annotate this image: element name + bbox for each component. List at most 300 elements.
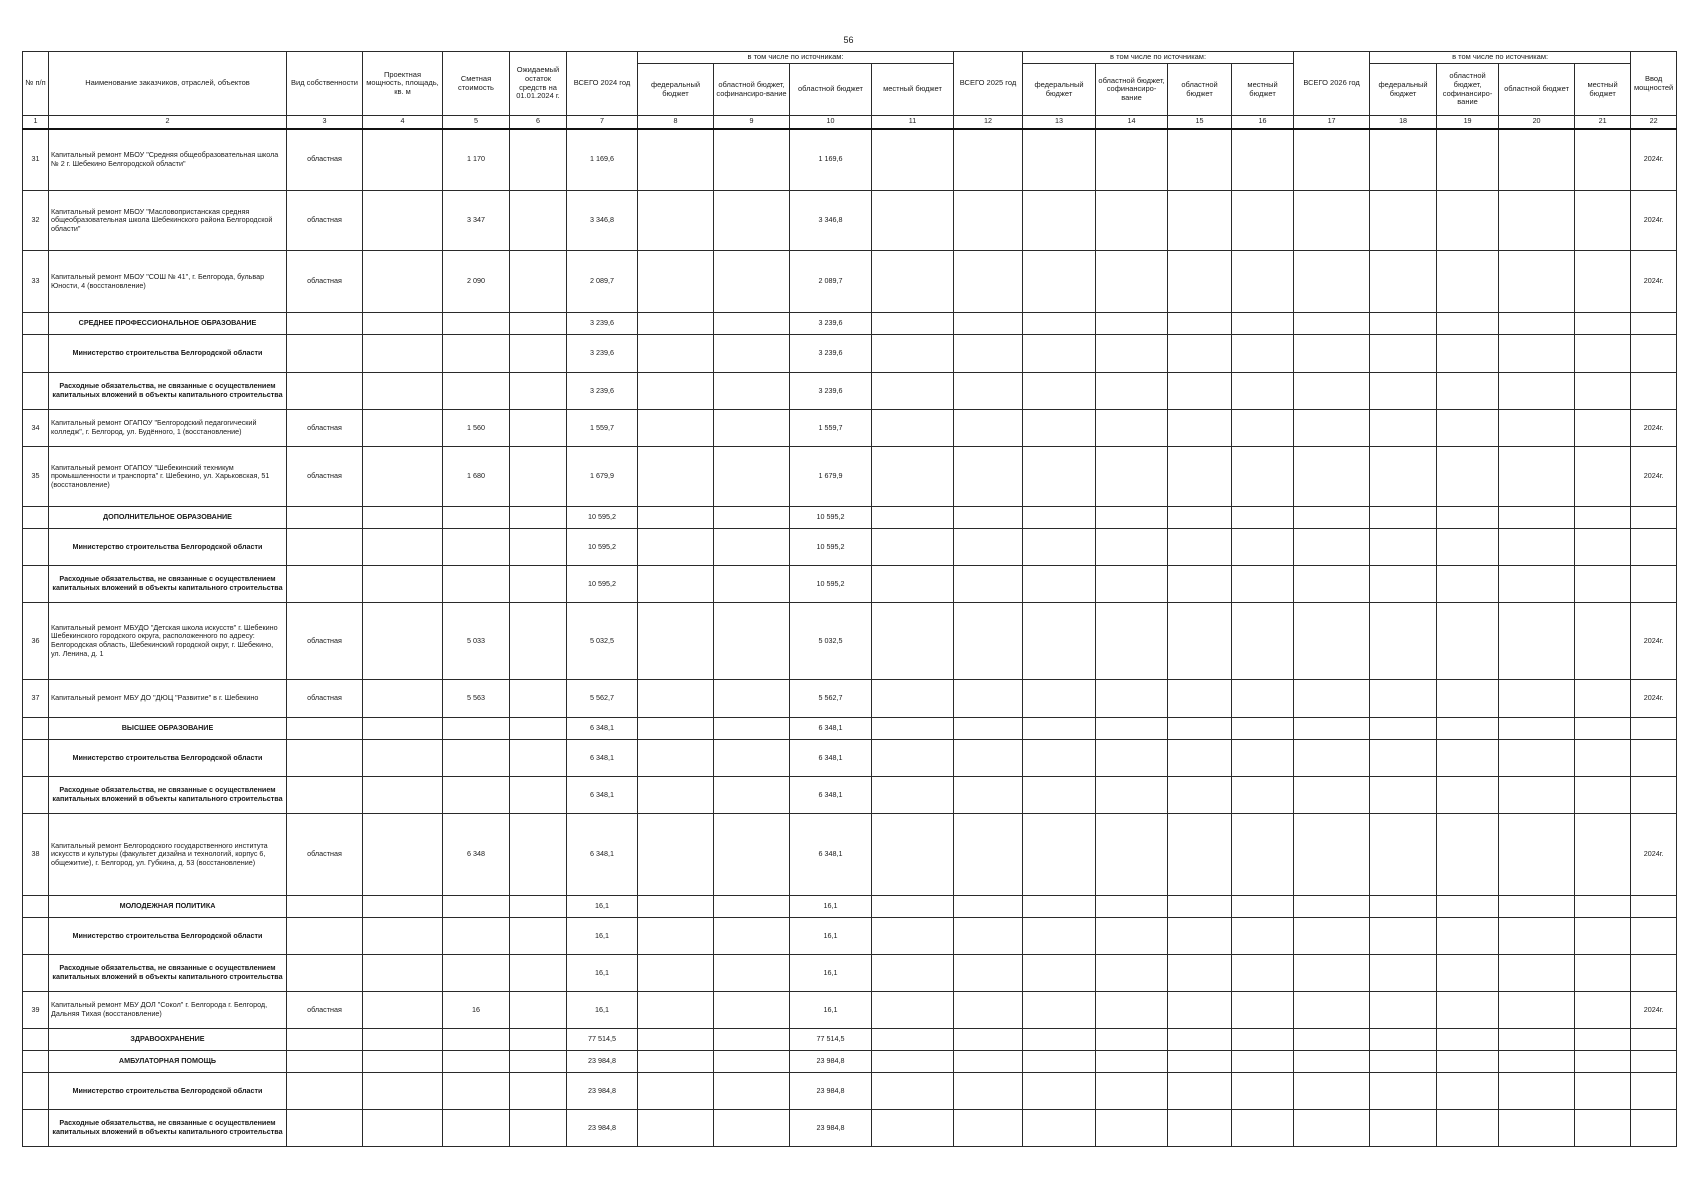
design-capacity-cell <box>363 740 443 777</box>
local-2026-cell <box>1575 335 1631 373</box>
regional-2026-cell <box>1499 1051 1575 1073</box>
design-capacity-cell <box>363 777 443 814</box>
total-2025-cell <box>954 529 1023 566</box>
regional-2025-cell <box>1168 191 1232 251</box>
total-2024-cell: 16,1 <box>567 896 638 918</box>
total-2024-cell: 16,1 <box>567 955 638 992</box>
federal-2026-cell <box>1370 507 1437 529</box>
local-2026-cell <box>1575 680 1631 718</box>
total-2025-cell <box>954 918 1023 955</box>
header-regional: областной бюджет <box>1499 64 1575 116</box>
total-2026-cell <box>1294 129 1370 191</box>
regional-2024-cell: 1 679,9 <box>790 447 872 507</box>
regional-2026-cell <box>1499 1073 1575 1110</box>
local-2025-cell <box>1232 1110 1294 1147</box>
federal-2024-cell <box>638 566 714 603</box>
column-number: 14 <box>1096 116 1168 129</box>
row-number-cell: 33 <box>23 251 49 313</box>
regional-cofin-2025-cell <box>1096 1051 1168 1073</box>
federal-2024-cell <box>638 718 714 740</box>
federal-2026-cell <box>1370 918 1437 955</box>
total-2025-cell <box>954 313 1023 335</box>
federal-2024-cell <box>638 129 714 191</box>
total-2025-cell <box>954 896 1023 918</box>
regional-cofin-2025-cell <box>1096 955 1168 992</box>
expected-remainder-cell <box>510 410 567 447</box>
total-2024-cell: 5 032,5 <box>567 603 638 680</box>
object-name-cell: Капитальный ремонт МБОУ "Масловопристанская средняя общеобразовательная школа Шебекинского района Белгородской области" <box>49 191 287 251</box>
regional-cofin-2026-cell <box>1437 992 1499 1029</box>
commissioning-year-cell <box>1631 529 1677 566</box>
regional-2026-cell <box>1499 740 1575 777</box>
regional-cofin-2024-cell <box>714 955 790 992</box>
regional-2025-cell <box>1168 1051 1232 1073</box>
header-regional: областной бюджет <box>790 64 872 116</box>
local-2024-cell <box>872 680 954 718</box>
regional-2024-cell: 23 984,8 <box>790 1073 872 1110</box>
estimated-cost-cell <box>443 529 510 566</box>
object-name-cell: Капитальный ремонт МБУ ДОЛ "Сокол" г. Белгорода г. Белгород, Дальняя Тихая (восстановление) <box>49 992 287 1029</box>
federal-2024-cell <box>638 335 714 373</box>
regional-cofin-2024-cell <box>714 740 790 777</box>
expected-remainder-cell <box>510 129 567 191</box>
regional-2024-cell: 6 348,1 <box>790 814 872 896</box>
total-2026-cell <box>1294 313 1370 335</box>
local-2024-cell <box>872 740 954 777</box>
object-name-cell: Министерство строительства Белгородской области <box>49 740 287 777</box>
commissioning-year-cell: 2024г. <box>1631 129 1677 191</box>
total-2025-cell <box>954 335 1023 373</box>
local-2024-cell <box>872 251 954 313</box>
object-name-cell: Капитальный ремонт МБУ ДО "ДЮЦ "Развитие" в г. Шебекино <box>49 680 287 718</box>
federal-2026-cell <box>1370 992 1437 1029</box>
header-regional-cofin: областной бюджет, софинансиро-вание <box>714 64 790 116</box>
local-2024-cell <box>872 1110 954 1147</box>
total-2026-cell <box>1294 740 1370 777</box>
local-2026-cell <box>1575 507 1631 529</box>
regional-2026-cell <box>1499 680 1575 718</box>
design-capacity-cell <box>363 680 443 718</box>
regional-cofin-2025-cell <box>1096 335 1168 373</box>
total-2025-cell <box>954 1110 1023 1147</box>
header-c2: Наименование заказчиков, отраслей, объектов <box>49 52 287 116</box>
object-name-cell: Министерство строительства Белгородской области <box>49 918 287 955</box>
commissioning-year-cell <box>1631 777 1677 814</box>
local-2026-cell <box>1575 603 1631 680</box>
federal-2025-cell <box>1023 251 1096 313</box>
federal-2026-cell <box>1370 680 1437 718</box>
federal-2026-cell <box>1370 410 1437 447</box>
local-2024-cell <box>872 129 954 191</box>
federal-2025-cell <box>1023 410 1096 447</box>
federal-2024-cell <box>638 992 714 1029</box>
regional-cofin-2024-cell <box>714 918 790 955</box>
page-number: 56 <box>843 35 854 45</box>
regional-cofin-2025-cell <box>1096 191 1168 251</box>
header-local: местный бюджет <box>1232 64 1294 116</box>
commissioning-year-cell: 2024г. <box>1631 814 1677 896</box>
table-row <box>23 1029 1677 1051</box>
total-2024-cell: 3 239,6 <box>567 373 638 410</box>
federal-2024-cell <box>638 1029 714 1051</box>
regional-cofin-2025-cell <box>1096 373 1168 410</box>
federal-2026-cell <box>1370 777 1437 814</box>
total-2024-cell: 1 559,7 <box>567 410 638 447</box>
regional-cofin-2026-cell <box>1437 1073 1499 1110</box>
federal-2024-cell <box>638 680 714 718</box>
local-2025-cell <box>1232 529 1294 566</box>
row-number-cell: 38 <box>23 814 49 896</box>
regional-2025-cell <box>1168 447 1232 507</box>
object-name-cell: Капитальный ремонт МБУДО "Детская школа искусств" г. Шебекино Шебекинского городского округа, расположенного по адресу: Белгородская область, Шебекинский городской округ, г. Шебекино, ул. Ленина, д. 1 <box>49 603 287 680</box>
design-capacity-cell <box>363 529 443 566</box>
row-number-cell <box>23 718 49 740</box>
regional-cofin-2026-cell <box>1437 529 1499 566</box>
design-capacity-cell <box>363 373 443 410</box>
total-2025-cell <box>954 1029 1023 1051</box>
header-local: местный бюджет <box>1575 64 1631 116</box>
regional-2024-cell: 1 559,7 <box>790 410 872 447</box>
ownership-type-cell: областная <box>287 191 363 251</box>
expected-remainder-cell <box>510 1073 567 1110</box>
total-2025-cell <box>954 1073 1023 1110</box>
header-total-2024: ВСЕГО 2024 год <box>567 52 638 116</box>
design-capacity-cell <box>363 313 443 335</box>
federal-2026-cell <box>1370 740 1437 777</box>
local-2026-cell <box>1575 129 1631 191</box>
regional-2024-cell: 23 984,8 <box>790 1051 872 1073</box>
row-number-cell <box>23 313 49 335</box>
federal-2026-cell <box>1370 1110 1437 1147</box>
ownership-type-cell <box>287 529 363 566</box>
commissioning-year-cell <box>1631 740 1677 777</box>
ownership-type-cell <box>287 955 363 992</box>
regional-cofin-2026-cell <box>1437 447 1499 507</box>
commissioning-year-cell: 2024г. <box>1631 680 1677 718</box>
expected-remainder-cell <box>510 777 567 814</box>
local-2024-cell <box>872 955 954 992</box>
header-regional-cofin: областной бюджет, софинансиро-вание <box>1437 64 1499 116</box>
regional-cofin-2024-cell <box>714 191 790 251</box>
header-total-2025: ВСЕГО 2025 год <box>954 52 1023 116</box>
column-number: 4 <box>363 116 443 129</box>
regional-cofin-2025-cell <box>1096 447 1168 507</box>
total-2026-cell <box>1294 814 1370 896</box>
federal-2025-cell <box>1023 1029 1096 1051</box>
federal-2024-cell <box>638 814 714 896</box>
total-2024-cell: 6 348,1 <box>567 740 638 777</box>
regional-2026-cell <box>1499 603 1575 680</box>
federal-2024-cell <box>638 191 714 251</box>
federal-2024-cell <box>638 447 714 507</box>
local-2026-cell <box>1575 1110 1631 1147</box>
regional-cofin-2025-cell <box>1096 1029 1168 1051</box>
table-row <box>23 680 1677 718</box>
total-2024-cell: 1 679,9 <box>567 447 638 507</box>
object-name-cell: Министерство строительства Белгородской области <box>49 1073 287 1110</box>
header-c22: Ввод мощностей <box>1631 52 1677 116</box>
local-2024-cell <box>872 718 954 740</box>
regional-2026-cell <box>1499 955 1575 992</box>
object-name-cell: Расходные обязательства, не связанные с осуществлением капитальных вложений в объекты капитального строительства <box>49 566 287 603</box>
row-number-cell: 36 <box>23 603 49 680</box>
regional-2025-cell <box>1168 718 1232 740</box>
local-2025-cell <box>1232 814 1294 896</box>
ownership-type-cell <box>287 1051 363 1073</box>
regional-cofin-2024-cell <box>714 777 790 814</box>
commissioning-year-cell: 2024г. <box>1631 992 1677 1029</box>
total-2024-cell: 23 984,8 <box>567 1110 638 1147</box>
regional-cofin-2026-cell <box>1437 814 1499 896</box>
commissioning-year-cell <box>1631 1073 1677 1110</box>
regional-2025-cell <box>1168 410 1232 447</box>
total-2026-cell <box>1294 507 1370 529</box>
header-regional: областной бюджет <box>1168 64 1232 116</box>
local-2024-cell <box>872 410 954 447</box>
column-number: 11 <box>872 116 954 129</box>
regional-2025-cell <box>1168 896 1232 918</box>
federal-2026-cell <box>1370 955 1437 992</box>
regional-2024-cell: 77 514,5 <box>790 1029 872 1051</box>
federal-2025-cell <box>1023 955 1096 992</box>
expected-remainder-cell <box>510 373 567 410</box>
local-2025-cell <box>1232 129 1294 191</box>
local-2024-cell <box>872 507 954 529</box>
total-2024-cell: 16,1 <box>567 918 638 955</box>
header-c6: Ожидаемый остаток средств на 01.01.2024 г. <box>510 52 567 116</box>
total-2026-cell <box>1294 373 1370 410</box>
design-capacity-cell <box>363 896 443 918</box>
local-2026-cell <box>1575 1029 1631 1051</box>
local-2024-cell <box>872 191 954 251</box>
regional-2024-cell: 2 089,7 <box>790 251 872 313</box>
regional-cofin-2024-cell <box>714 896 790 918</box>
regional-cofin-2026-cell <box>1437 410 1499 447</box>
table-row <box>23 1051 1677 1073</box>
header-c3: Вид собственности <box>287 52 363 116</box>
regional-cofin-2024-cell <box>714 373 790 410</box>
estimated-cost-cell: 3 347 <box>443 191 510 251</box>
total-2026-cell <box>1294 191 1370 251</box>
local-2024-cell <box>872 777 954 814</box>
table-row <box>23 896 1677 918</box>
regional-2026-cell <box>1499 507 1575 529</box>
column-number: 22 <box>1631 116 1677 129</box>
local-2026-cell <box>1575 1073 1631 1110</box>
regional-cofin-2025-cell <box>1096 1073 1168 1110</box>
expected-remainder-cell <box>510 955 567 992</box>
estimated-cost-cell <box>443 777 510 814</box>
design-capacity-cell <box>363 603 443 680</box>
regional-2026-cell <box>1499 814 1575 896</box>
table-row <box>23 129 1677 191</box>
total-2026-cell <box>1294 335 1370 373</box>
total-2025-cell <box>954 129 1023 191</box>
local-2025-cell <box>1232 1029 1294 1051</box>
federal-2026-cell <box>1370 603 1437 680</box>
local-2026-cell <box>1575 529 1631 566</box>
ownership-type-cell <box>287 373 363 410</box>
row-number-cell <box>23 740 49 777</box>
federal-2024-cell <box>638 603 714 680</box>
local-2025-cell <box>1232 1051 1294 1073</box>
header-c1: № п/п <box>23 52 49 116</box>
estimated-cost-cell: 1 560 <box>443 410 510 447</box>
table-row <box>23 566 1677 603</box>
ownership-type-cell: областная <box>287 603 363 680</box>
federal-2025-cell <box>1023 718 1096 740</box>
design-capacity-cell <box>363 918 443 955</box>
commissioning-year-cell <box>1631 955 1677 992</box>
regional-2025-cell <box>1168 129 1232 191</box>
row-number-cell <box>23 1051 49 1073</box>
total-2026-cell <box>1294 410 1370 447</box>
ownership-type-cell <box>287 313 363 335</box>
total-2024-cell: 77 514,5 <box>567 1029 638 1051</box>
object-name-cell: Расходные обязательства, не связанные с осуществлением капитальных вложений в объекты капитального строительства <box>49 777 287 814</box>
commissioning-year-cell <box>1631 566 1677 603</box>
regional-cofin-2025-cell <box>1096 680 1168 718</box>
regional-2025-cell <box>1168 740 1232 777</box>
regional-cofin-2026-cell <box>1437 313 1499 335</box>
regional-cofin-2024-cell <box>714 680 790 718</box>
total-2025-cell <box>954 777 1023 814</box>
object-name-cell: Министерство строительства Белгородской области <box>49 529 287 566</box>
design-capacity-cell <box>363 410 443 447</box>
federal-2026-cell <box>1370 335 1437 373</box>
federal-2026-cell <box>1370 566 1437 603</box>
expected-remainder-cell <box>510 313 567 335</box>
total-2025-cell <box>954 680 1023 718</box>
object-name-cell: Капитальный ремонт ОГАПОУ "Белгородский педагогический колледж", г. Белгород, ул. Будённого, 1 (восстановление) <box>49 410 287 447</box>
federal-2024-cell <box>638 918 714 955</box>
ownership-type-cell <box>287 1110 363 1147</box>
total-2026-cell <box>1294 918 1370 955</box>
expected-remainder-cell <box>510 718 567 740</box>
ownership-type-cell <box>287 718 363 740</box>
regional-2024-cell: 3 239,6 <box>790 335 872 373</box>
estimated-cost-cell <box>443 313 510 335</box>
federal-2025-cell <box>1023 529 1096 566</box>
object-name-cell: МОЛОДЕЖНАЯ ПОЛИТИКА <box>49 896 287 918</box>
row-number-cell <box>23 777 49 814</box>
local-2025-cell <box>1232 918 1294 955</box>
federal-2024-cell <box>638 313 714 335</box>
regional-2025-cell <box>1168 1073 1232 1110</box>
estimated-cost-cell <box>443 740 510 777</box>
regional-2024-cell: 5 562,7 <box>790 680 872 718</box>
header-federal: федеральный бюджет <box>1370 64 1437 116</box>
regional-cofin-2026-cell <box>1437 918 1499 955</box>
regional-2025-cell <box>1168 529 1232 566</box>
estimated-cost-cell <box>443 918 510 955</box>
regional-cofin-2026-cell <box>1437 1051 1499 1073</box>
regional-2025-cell <box>1168 992 1232 1029</box>
expected-remainder-cell <box>510 896 567 918</box>
regional-cofin-2026-cell <box>1437 251 1499 313</box>
expected-remainder-cell <box>510 447 567 507</box>
design-capacity-cell <box>363 191 443 251</box>
regional-cofin-2024-cell <box>714 1051 790 1073</box>
expected-remainder-cell <box>510 680 567 718</box>
expected-remainder-cell <box>510 566 567 603</box>
design-capacity-cell <box>363 1029 443 1051</box>
regional-2026-cell <box>1499 129 1575 191</box>
ownership-type-cell: областная <box>287 410 363 447</box>
local-2025-cell <box>1232 447 1294 507</box>
total-2024-cell: 3 239,6 <box>567 313 638 335</box>
federal-2024-cell <box>638 507 714 529</box>
expected-remainder-cell <box>510 1110 567 1147</box>
regional-2024-cell: 3 239,6 <box>790 313 872 335</box>
expected-remainder-cell <box>510 191 567 251</box>
table-row <box>23 335 1677 373</box>
row-number-cell <box>23 507 49 529</box>
expected-remainder-cell <box>510 251 567 313</box>
table-row <box>23 410 1677 447</box>
column-number: 3 <box>287 116 363 129</box>
local-2025-cell <box>1232 955 1294 992</box>
regional-2025-cell <box>1168 1029 1232 1051</box>
regional-2024-cell: 1 169,6 <box>790 129 872 191</box>
federal-2025-cell <box>1023 335 1096 373</box>
commissioning-year-cell <box>1631 335 1677 373</box>
regional-2025-cell <box>1168 373 1232 410</box>
ownership-type-cell <box>287 1073 363 1110</box>
federal-2026-cell <box>1370 129 1437 191</box>
federal-2025-cell <box>1023 313 1096 335</box>
total-2026-cell <box>1294 718 1370 740</box>
total-2024-cell: 10 595,2 <box>567 507 638 529</box>
federal-2025-cell <box>1023 603 1096 680</box>
total-2024-cell: 23 984,8 <box>567 1051 638 1073</box>
expected-remainder-cell <box>510 603 567 680</box>
expected-remainder-cell <box>510 992 567 1029</box>
local-2025-cell <box>1232 1073 1294 1110</box>
object-name-cell: Расходные обязательства, не связанные с осуществлением капитальных вложений в объекты капитального строительства <box>49 955 287 992</box>
row-number-cell <box>23 1029 49 1051</box>
design-capacity-cell <box>363 1110 443 1147</box>
regional-cofin-2025-cell <box>1096 896 1168 918</box>
estimated-cost-cell <box>443 955 510 992</box>
ownership-type-cell <box>287 566 363 603</box>
total-2025-cell <box>954 447 1023 507</box>
regional-2024-cell: 16,1 <box>790 955 872 992</box>
ownership-type-cell <box>287 740 363 777</box>
federal-2026-cell <box>1370 896 1437 918</box>
commissioning-year-cell: 2024г. <box>1631 251 1677 313</box>
federal-2025-cell <box>1023 566 1096 603</box>
commissioning-year-cell: 2024г. <box>1631 410 1677 447</box>
regional-cofin-2025-cell <box>1096 603 1168 680</box>
row-number-cell: 37 <box>23 680 49 718</box>
estimated-cost-cell <box>443 1029 510 1051</box>
regional-2025-cell <box>1168 1110 1232 1147</box>
local-2026-cell <box>1575 410 1631 447</box>
row-number-cell <box>23 373 49 410</box>
estimated-cost-cell <box>443 566 510 603</box>
object-name-cell: Расходные обязательства, не связанные с осуществлением капитальных вложений в объекты капитального строительства <box>49 1110 287 1147</box>
commissioning-year-cell <box>1631 1029 1677 1051</box>
federal-2026-cell <box>1370 313 1437 335</box>
federal-2024-cell <box>638 1051 714 1073</box>
total-2026-cell <box>1294 1073 1370 1110</box>
total-2025-cell <box>954 191 1023 251</box>
federal-2026-cell <box>1370 373 1437 410</box>
local-2025-cell <box>1232 718 1294 740</box>
total-2026-cell <box>1294 955 1370 992</box>
estimated-cost-cell <box>443 718 510 740</box>
